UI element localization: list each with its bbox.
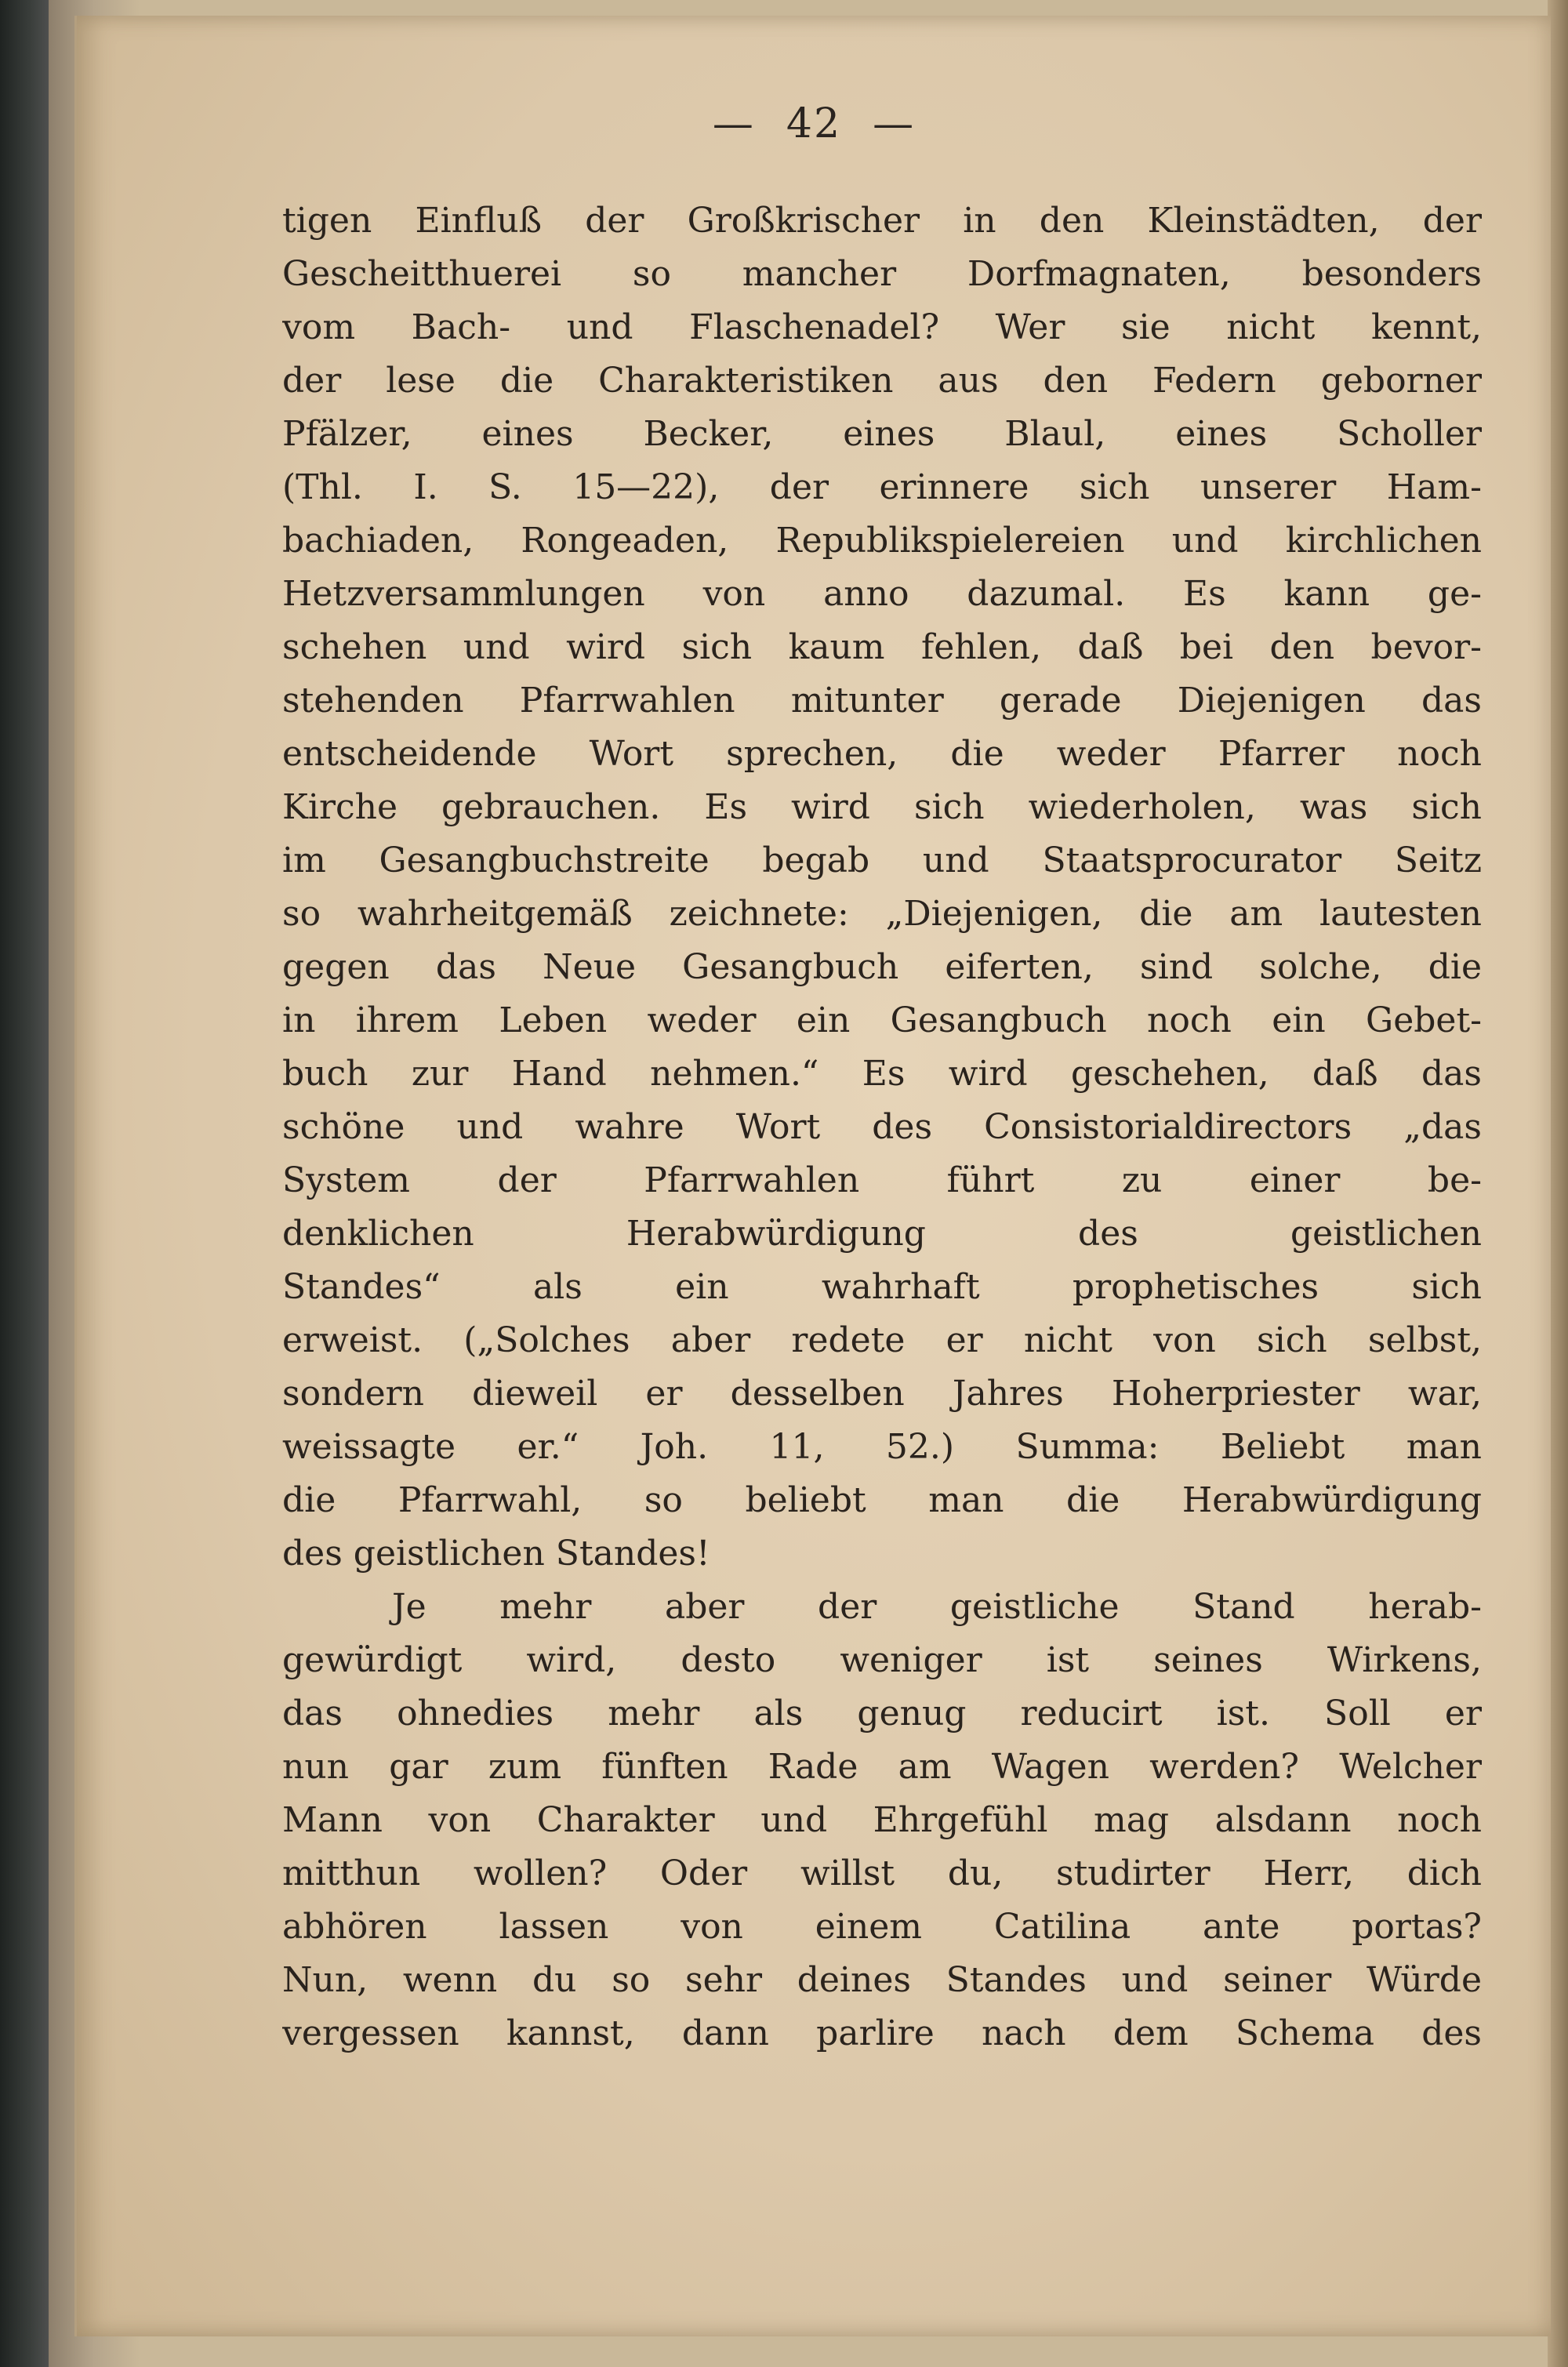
text-line: Kirche gebrauchen. Es wird sich wiederholen, was sich [282,787,1482,827]
text-line: Pfälzer, eines Becker, eines Blaul, eines Scholler [282,414,1482,454]
text-line: Mann von Charakter und Ehrgefühl mag alsdann noch [282,1800,1482,1840]
text-line: sondern dieweil er desselben Jahres Hoherpriester war, [282,1374,1482,1414]
body-text [282,194,1482,2060]
text-line: Nun, wenn du so sehr deines Standes und seiner Würde [282,1960,1482,2000]
text-line: buch zur Hand nehmen.“ Es wird geschehen, daß das [282,1054,1482,1094]
book-binding [0,0,55,2367]
text-line: gegen das Neue Gesangbuch eiferten, sind solche, die [282,947,1482,987]
text-line: denklichen Herabwürdigung des geistlichen [282,1214,1482,1254]
text-line: das ohnedies mehr als genug reducirt ist. Soll er [282,1694,1482,1734]
text-line: (Thl. I. S. 15—22), der erinnere sich unserer Ham- [282,467,1482,507]
text-line: der lese die Charakteristiken aus den Federn geborner [282,361,1482,401]
text-line: vergessen kannst, dann parlire nach dem Schema des [282,2013,1482,2053]
text-line: stehenden Pfarrwahlen mitunter gerade Diejenigen das [282,681,1482,721]
text-line: im Gesangbuchstreite begab und Staatsprocurator Seitz [282,840,1482,880]
text-line: Gescheitthuerei so mancher Dorfmagnaten, besonders [282,254,1482,294]
text-line: Hetzversammlungen von anno dazumal. Es kann ge- [282,574,1482,614]
page-number-dash-right: — [873,100,916,147]
text-line-paragraph-end: des geistlichen Standes! [282,1534,710,1574]
text-line-paragraph-start: Je mehr aber der geistliche Stand herab- [392,1587,1482,1627]
text-line: mitthun wollen? Oder willst du, studirter Herr, dich [282,1853,1482,1893]
text-line: die Pfarrwahl, so beliebt man die Herabwürdigung [282,1480,1482,1520]
page-number-dash-left: — [712,100,755,147]
text-line: abhören lassen von einem Catilina ante portas? [282,1907,1482,1947]
text-line: so wahrheitgemäß zeichnete: „Diejenigen, die am lautesten [282,894,1482,934]
text-line: nun gar zum fünften Rade am Wagen werden? Welcher [282,1747,1482,1787]
text-line: in ihrem Leben weder ein Gesangbuch noch ein Gebet- [282,1000,1482,1040]
text-line: Standes“ als ein wahrhaft prophetisches sich [282,1267,1482,1307]
page-number-value: 42 [786,100,842,147]
text-line: System der Pfarrwahlen führt zu einer be- [282,1160,1482,1200]
text-line: entscheidende Wort sprechen, die weder Pfarrer noch [282,734,1482,774]
text-line: tigen Einfluß der Großkrischer in den Kleinstädten, der [282,201,1482,241]
text-line: gewürdigt wird, desto weniger ist seines Wirkens, [282,1640,1482,1680]
text-line: vom Bach- und Flaschenadel? Wer sie nicht kennt, [282,307,1482,347]
page-number [77,100,1551,147]
text-line: schehen und wird sich kaum fehlen, daß bei den bevor- [282,627,1482,667]
text-line: bachiaden, Rongeaden, Republikspielereien und kirchlichen [282,521,1482,561]
text-line: schöne und wahre Wort des Consistorialdirectors „das [282,1107,1482,1147]
text-line: erweist. („Solches aber redete er nicht von sich selbst, [282,1320,1482,1360]
text-line: weissagte er.“ Joh. 11, 52.) Summa: Beliebt man [282,1427,1482,1467]
